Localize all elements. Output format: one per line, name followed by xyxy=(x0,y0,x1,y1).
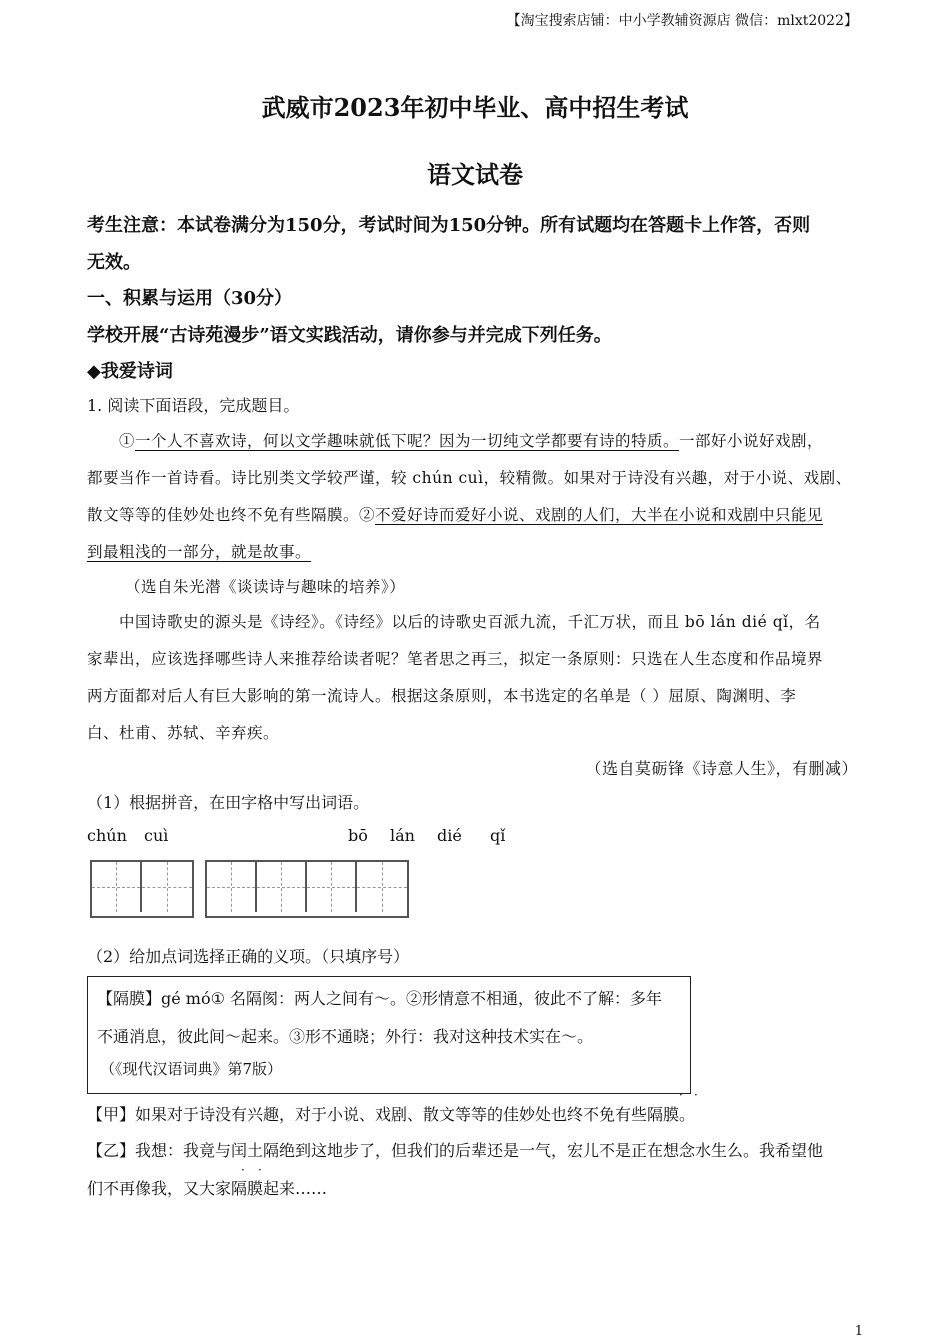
tianzige-cell[interactable] xyxy=(142,862,192,912)
question-1: 1. 阅读下面语段，完成题目。 xyxy=(87,396,300,415)
page-number: 1 xyxy=(854,1324,863,1339)
task-heading: ◆我爱诗词 xyxy=(87,361,173,382)
pinyin-bo: bō xyxy=(348,826,368,845)
circled-number-2: ② xyxy=(359,506,376,524)
notice-line-2: 无效。 xyxy=(87,252,141,273)
exam-subtitle: 语文试卷 xyxy=(427,160,523,189)
dictionary-entry-line1: 【隔膜】gé mó① 名隔阂：两人之间有～。②形情意不相通，彼此不了解：多年 xyxy=(97,989,663,1008)
example-jia: 【甲】如果对于诗没有兴趣，对于小说、戏剧、散文等等的佳妙处也终不免有些隔膜。 xyxy=(87,1105,696,1124)
passage2-line3: 两方面都对后人有巨大影响的第一流诗人。根据这条原则，本书选定的名单是（ ）屈原、陶渊明、李 xyxy=(87,687,797,705)
passage2-source: （选自莫砺锋《诗意人生》，有删减） xyxy=(585,759,858,778)
pinyin-cui: cuì xyxy=(144,826,169,845)
pinyin-chun: chún xyxy=(87,826,127,845)
pinyin-qi: qǐ xyxy=(490,826,506,845)
emphasis-dot: · xyxy=(241,1163,245,1177)
activity-intro: 学校开展“古诗苑漫步”语文实践活动，请你参与并完成下列任务。 xyxy=(87,325,612,346)
tianzige-cell[interactable] xyxy=(257,862,307,912)
tianzige-cell[interactable] xyxy=(357,862,407,912)
passage2-line4: 白、杜甫、苏轼、辛弃疾。 xyxy=(87,724,280,742)
passage1-source: （选自朱光潜《谈读诗与趣味的培养》） xyxy=(125,578,406,596)
tianzige-cell[interactable] xyxy=(207,862,257,912)
tianzige-cell[interactable] xyxy=(92,862,142,912)
header-note: 【淘宝搜索店铺：中小学教辅资源店 微信：mlxt2022】 xyxy=(506,13,858,29)
passage1-line2: 都要当作一首诗看。诗比别类文学较严谨，较 chún cuì，较精微。如果对于诗没有兴趣，对于小说、戏剧、 xyxy=(87,469,852,487)
passage1-line3: 散文等等的佳妙处也终不免有些隔膜。②不爱好诗而爱好小说、戏剧的人们，大半在小说和戏剧中只能见 xyxy=(87,506,824,524)
subquestion-1: （1）根据拼音，在田字格中写出词语。 xyxy=(87,793,370,812)
passage1-line1: ①一个人不喜欢诗，何以文学趣味就低下呢？因为一切纯文学都要有诗的特质。一部好小说好戏剧， xyxy=(119,432,824,450)
example-yi-line2: 们不再像我，又大家隔膜起来…… xyxy=(87,1179,328,1198)
passage1-line4 xyxy=(87,540,311,562)
emphasis-dot: · xyxy=(258,1163,262,1177)
exam-title: 武威市2023年初中毕业、高中招生考试 xyxy=(261,93,689,122)
underlined-sentence-1: 一个人不喜欢诗，何以文学趣味就低下呢？因为一切纯文学都要有诗的特质。 xyxy=(135,432,680,450)
dictionary-source: （《现代汉语词典》第7版） xyxy=(100,1060,283,1078)
dictionary-entry-line2: 不通消息，彼此间～起来。③形不通晓；外行：我对这种技术实在～。 xyxy=(97,1027,594,1046)
example-yi-line1: 【乙】我想：我竟与闰土隔绝到这地步了，但我们的后辈还是一气，宏儿不是正在想念水生么。我希望他 xyxy=(87,1141,824,1160)
tianzige-grid-2[interactable] xyxy=(205,860,409,918)
passage2-line1: 中国诗歌史的源头是《诗经》。《诗经》以后的诗歌史百派九流，千汇万状，而且 bō lán dié qǐ，名 xyxy=(119,613,821,631)
section-heading: 一、积累与运用（30分） xyxy=(87,288,293,309)
underlined-sentence-2b: 到最粗浅的一部分，就是故事。 xyxy=(87,543,312,561)
tianzige-grid-1[interactable] xyxy=(90,860,194,918)
passage2-line2: 家辈出，应该选择哪些诗人来推荐给读者呢？笔者思之再三，拟定一条原则：只选在人生态度和作品境界 xyxy=(87,650,824,668)
circled-number-1: ① xyxy=(119,432,136,450)
notice-line-1: 考生注意：本试卷满分为150分，考试时间为150分钟。所有试题均在答题卡上作答，否则 xyxy=(87,215,811,236)
emphasis-dot: · xyxy=(694,1088,698,1102)
tianzige-cell[interactable] xyxy=(307,862,357,912)
subquestion-2: （2）给加点词选择正确的义项。（只填序号） xyxy=(87,947,410,966)
pinyin-die: dié xyxy=(437,826,462,845)
underlined-sentence-2a: 不爱好诗而爱好小说、戏剧的人们，大半在小说和戏剧中只能见 xyxy=(375,506,824,524)
emphasis-dot: · xyxy=(679,1088,683,1102)
pinyin-lan: lán xyxy=(390,826,415,845)
